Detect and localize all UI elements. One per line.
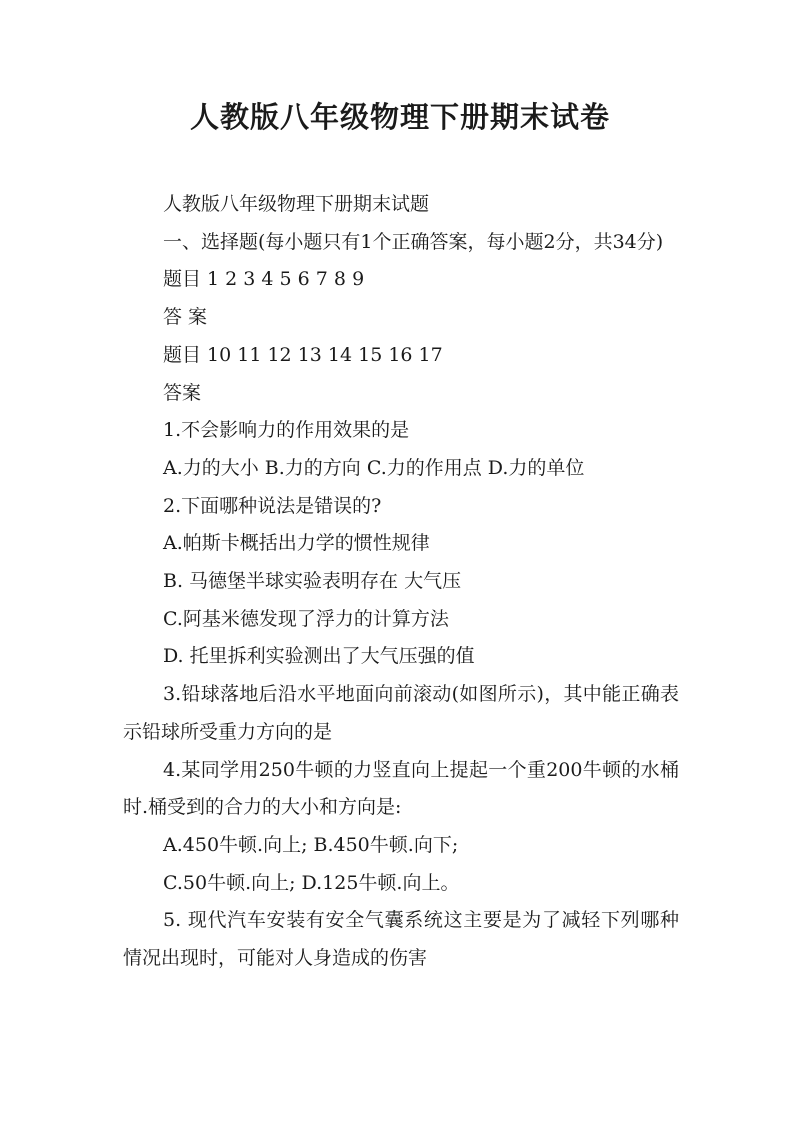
section-heading-choice: 一、选择题(每小题只有1个正确答案，每小题2分，共34分) [163,230,664,253]
question-4-options-cd: C.50牛顿.向上; D.125牛顿.向上。 [163,871,460,894]
answer-table-answer-row-1: 答 案 [163,306,208,329]
question-2-option-d: D. 托里拆利实验测出了大气压强的值 [163,645,475,668]
question-4-options-ab: A.450牛顿.向上; B.450牛顿.向下; [163,833,459,856]
question-1-options: A.力的大小 B.力的方向 C.力的作用点 D.力的单位 [163,456,585,479]
question-2: 2.下面哪种说法是错误的? [163,494,382,517]
answer-table-answer-row-2: 答案 [163,381,202,404]
document-title: 人教版八年级物理下册期末试卷 [189,100,610,134]
question-2-option-b: B. 马德堡半球实验表明存在 大气压 [163,570,462,593]
question-2-option-c: C.阿基米德发现了浮力的计算方法 [163,607,449,630]
question-5: 5. 现代汽车安装有安全气囊系统这主要是为了减轻下列哪种情况出现时，可能对人身造成的伤害 [123,909,679,970]
question-2-option-a: A.帕斯卡概括出力学的惯性规律 [163,532,430,555]
answer-table-header-row-1: 题目 1 2 3 4 5 6 7 8 9 [163,268,365,291]
question-1: 1.不会影响力的作用效果的是 [163,419,410,442]
answer-table-header-row-2: 题目 10 11 12 13 14 15 16 17 [163,343,443,366]
document-body [123,186,679,978]
question-3: 3.铅球落地后沿水平地面向前滚动(如图所示)，其中能正确表示铅球所受重力方向的是 [123,683,679,743]
question-4: 4.某同学用250牛顿的力竖直向上提起一个重200牛顿的水桶时.桶受到的合力的大小和方向是: [123,758,679,819]
exam-subtitle: 人教版八年级物理下册期末试题 [163,193,430,215]
